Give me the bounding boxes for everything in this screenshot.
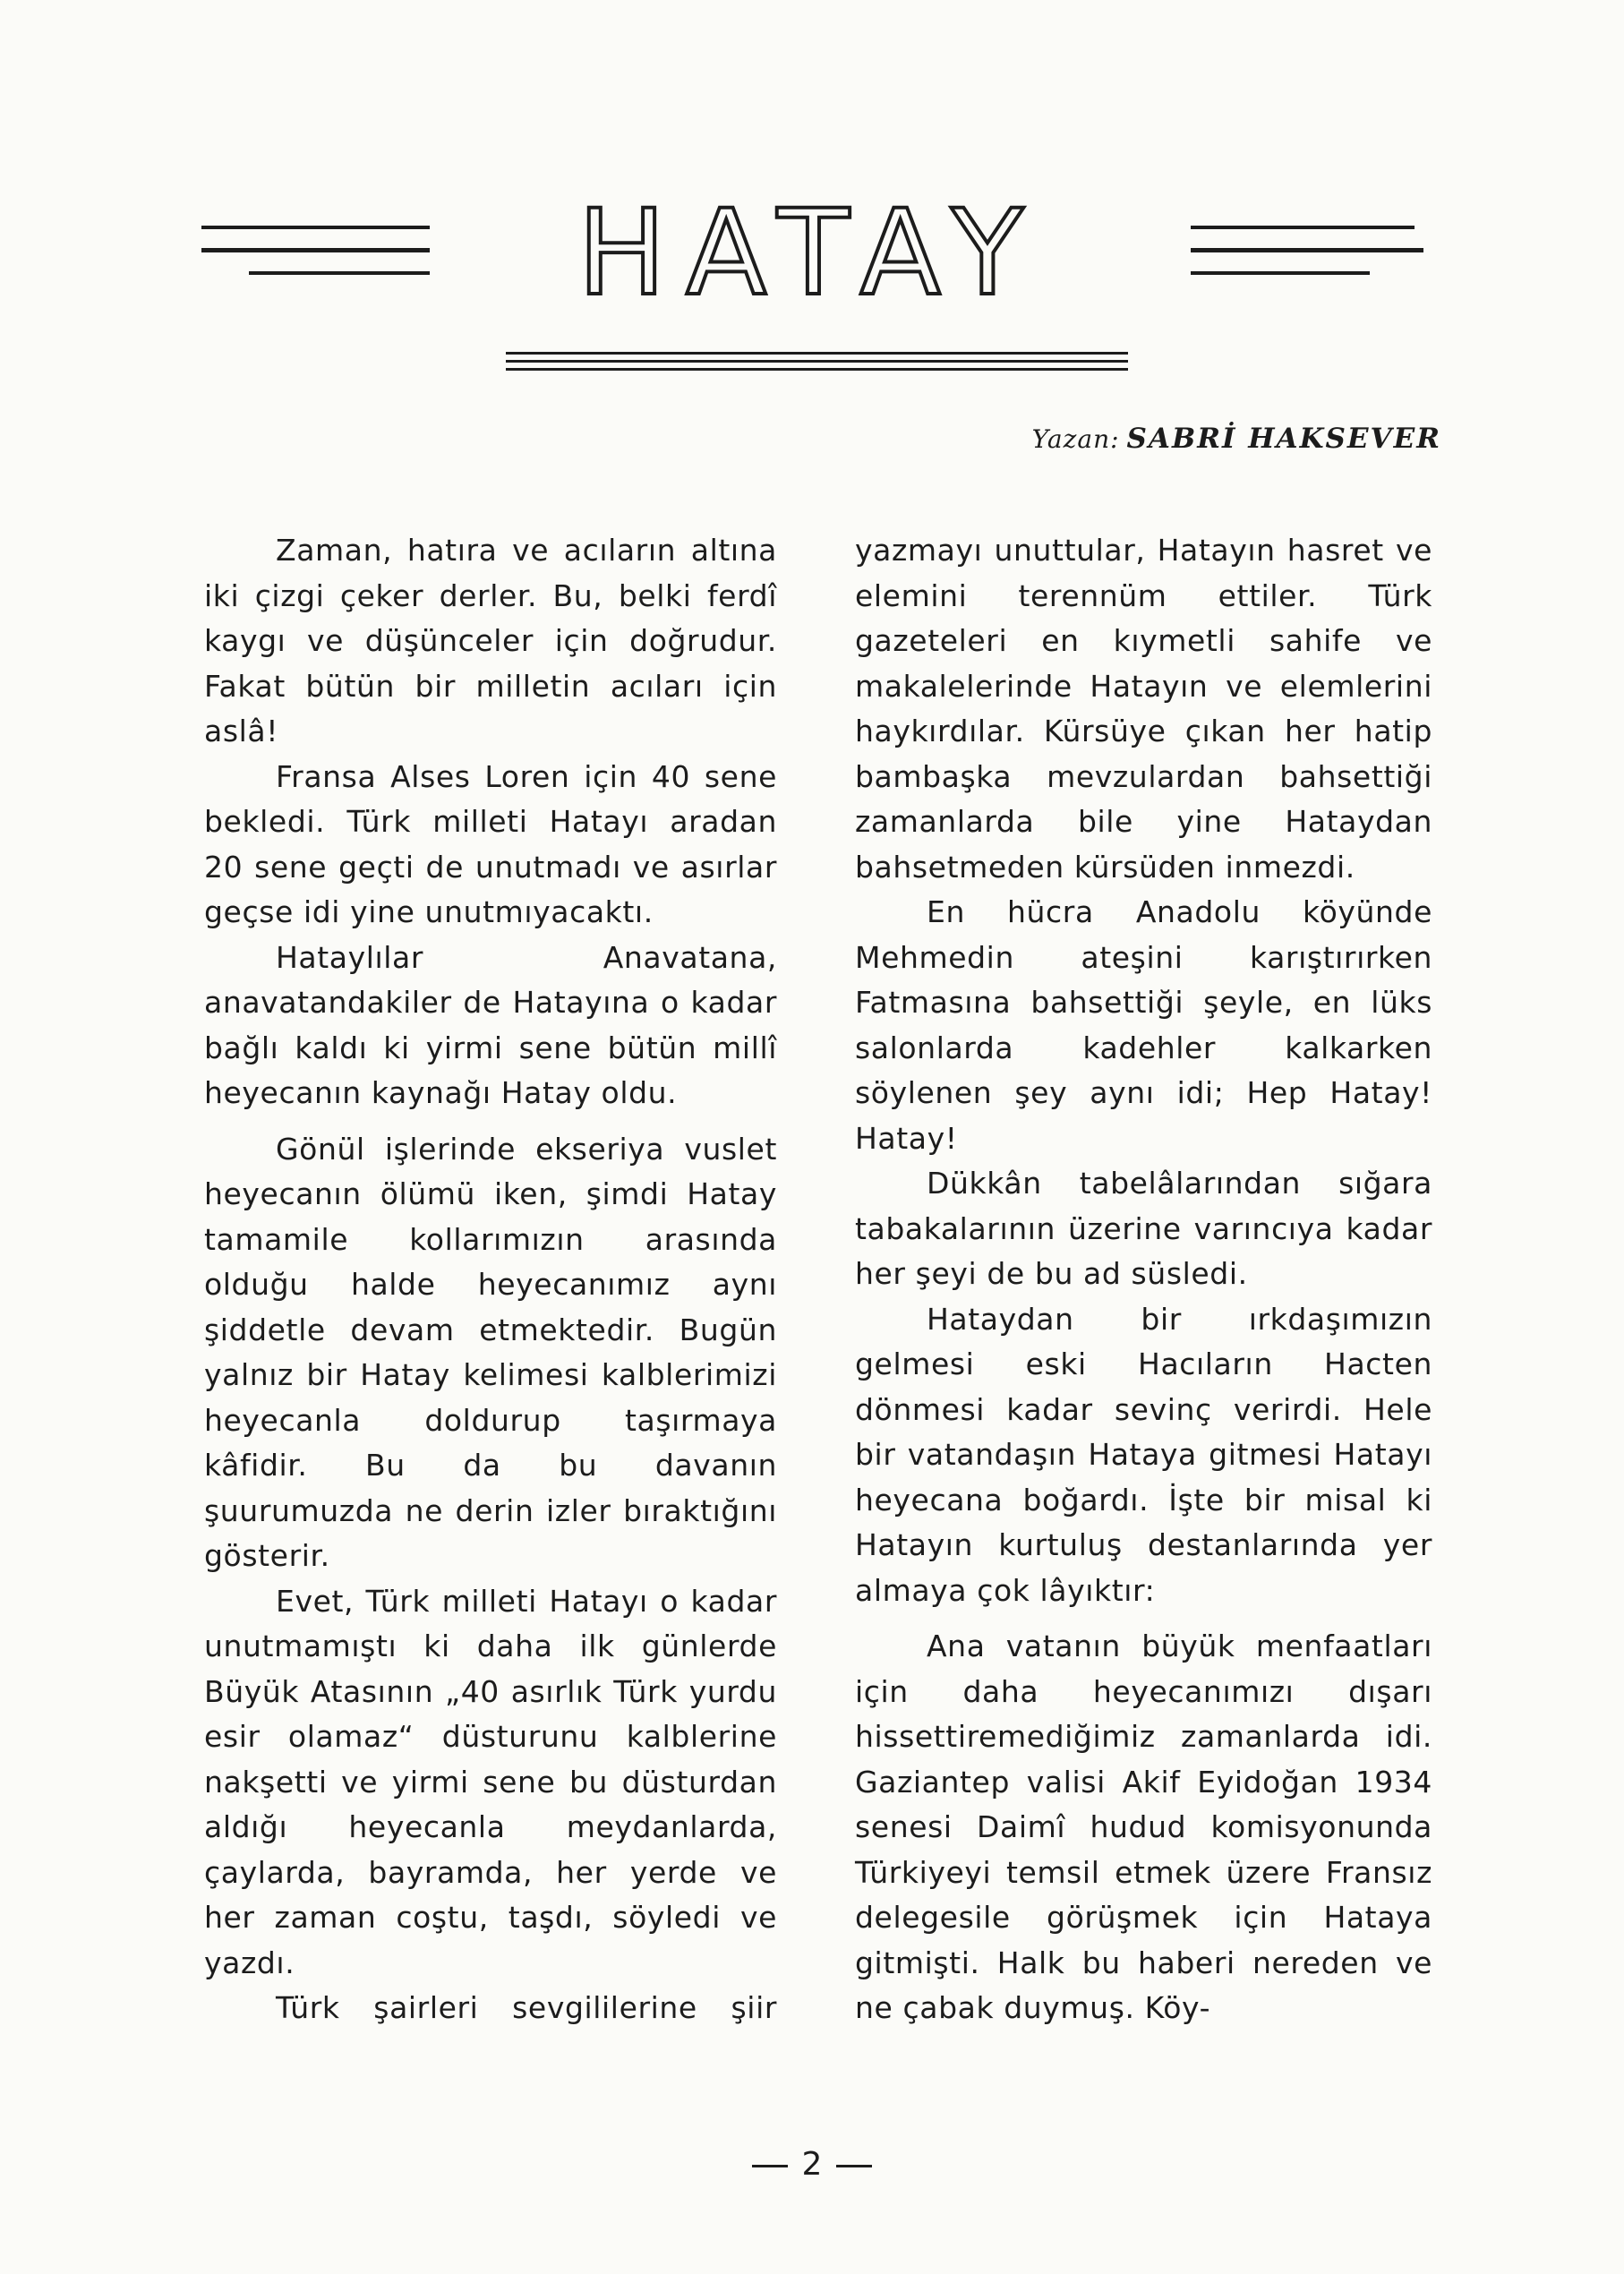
title-rule-right-top: [1191, 226, 1415, 229]
byline: [940, 423, 1441, 455]
paragraph: Gönül işlerinde ekseriya vuslet heyecanın ölümü iken, şimdi Hatay tamamile kollarımızın arasında olduğu halde heyecanımız aynı şiddetle devam etmektedir. Bugün yalnız bir Hatay kelimesi kalblerimizi heyecanla doldurup taşırmaya kâfidir. Bu da bu davanın şuurumuzda ne derin izler bıraktığını gösterir.: [204, 1131, 777, 1573]
page-number: [0, 2146, 1624, 2183]
paragraph: Türk şairleri sevgililerine şiir: [276, 1990, 777, 2025]
paragraph: En hücra Anadolu köyünde Mehmedin ateşini karıştırırken Fatmasına bahsettiği şeyle, en lüks salonlarda kadehler kalkarken söylenen şey aynı idi; Hep Hatay! Hatay!: [855, 894, 1432, 1156]
byline-prefix: Yazan:: [1031, 424, 1120, 454]
paragraph: Evet, Türk milleti Hatayı o kadar unutmamıştı ki daha ilk günlerde Büyük Atasının „40 asırlık Türk yurdu esir olamaz“ düsturunu kalblerine nakşetti ve yirmi sene bu düsturdan aldığı heyecanla meydanlarda, çaylarda, bayramda, her yerde ve her zaman coştu, taşdı, söyledi ve yazdı.: [204, 1583, 777, 1980]
byline-author: SABRİ HAKSEVER: [1126, 423, 1441, 455]
left-column: [204, 528, 777, 2031]
title-rule-right-bot: [1191, 271, 1370, 275]
paragraph: Zaman, hatıra ve acıların altına iki çizgi çeker derler. Bu, belki ferdî kaygı ve düşünceler için doğrudur. Fakat bütün bir milletin acıları için aslâ!: [204, 533, 777, 748]
title-underline-2: [506, 360, 1128, 363]
title-underline-1: [506, 352, 1128, 355]
title-rule-left-bot: [249, 271, 430, 275]
paragraph: Hataylılar Anavatana, anavatandakiler de Hatayına o kadar bağlı kaldı ki yirmi sene bütün millî heyecanın kaynağı Hatay oldu.: [204, 939, 777, 1110]
page-number-dash-right: [836, 2165, 872, 2167]
paragraph: Dükkân tabelâlarından sığara tabakalarının üzerine varıncıya kadar her şeyi de bu ad süsledi.: [855, 1166, 1432, 1291]
article-title: HATAY: [577, 184, 1044, 322]
page-number-dash-left: [752, 2165, 788, 2167]
paragraph: Ana vatanın büyük menfaatları için daha heyecanımızı dışarı hissettiremediğimiz zamanlarda idi. Gaziantep valisi Akif Eyidoğan 1934 senesi Daimî hudud komisyonunda Türkiyeyi temsil etmek üzere Fransız delegesile görüşmek için Hataya gitmişti. Halk bu haberi nereden ve ne çabak duymuş. Köy-: [855, 1629, 1432, 2025]
title-underline-3: [506, 368, 1128, 371]
page-number-value: 2: [801, 2146, 823, 2183]
paragraph: yazmayı unuttular, Hatayın hasret ve elemini terennüm ettiler. Türk gazeteleri en kıymetli sahife ve makalelerinde Hatayın ve elemlerini haykırdılar. Kürsüye çıkan her hatip bambaşka mevzulardan bahsettiği zamanlarda bile yine Hataydan bahsetmeden kürsüden inmezdi.: [855, 533, 1432, 885]
title-rule-right-mid: [1191, 248, 1423, 252]
title-rule-left-top: [201, 226, 430, 229]
paragraph: Fransa Alses Loren için 40 sene bekledi. Türk milleti Hatayı aradan 20 sene geçti de unutmadı ve asırlar geçse idi yine unutmıyacaktı.: [204, 758, 777, 929]
title-rule-left-mid: [201, 248, 430, 252]
right-column: [855, 528, 1432, 2031]
paragraph: Hataydan bir ırkdaşımızın gelmesi eski Hacıların Hacten dönmesi kadar sevinç verirdi. Hele bir vatandaşın Hataya gitmesi Hatayı heyecana boğardı. İşte bir misal ki Hatayın kurtuluş destanlarında yer almaya çok lâyıktır:: [855, 1301, 1432, 1608]
